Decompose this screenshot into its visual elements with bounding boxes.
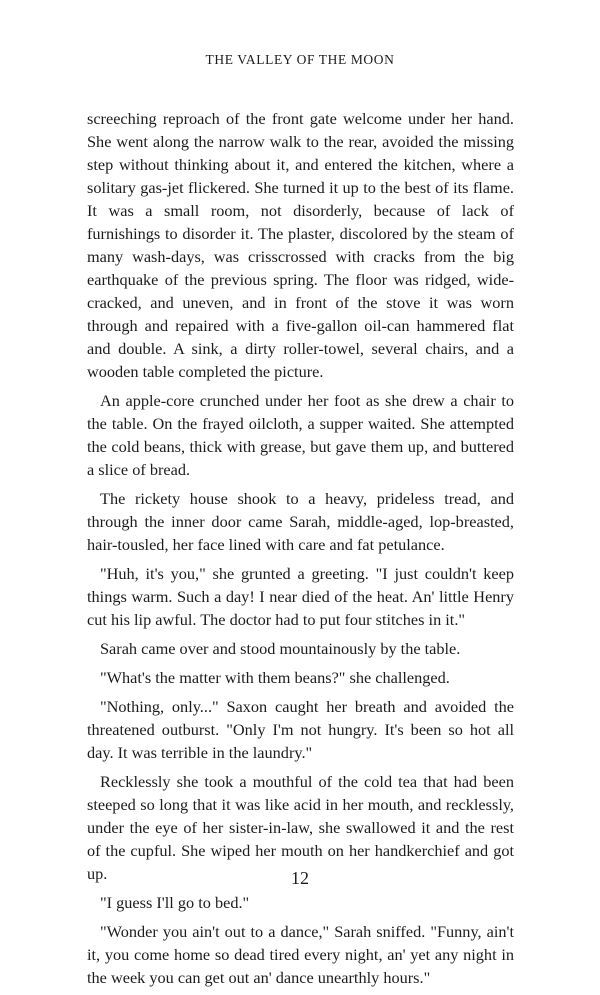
paragraph: An apple-core crunched under her foot as she drew a chair to the table. On the frayed oilcloth, a supper waited. She attempted the cold beans, thick with grease, but gave them up, and buttered a slice of bread. bbox=[87, 391, 514, 479]
running-head: THE VALLEY OF THE MOON bbox=[205, 52, 395, 67]
paragraph: "Wonder you ain't out to a dance," Sarah sniffed. "Funny, ain't it, you come home so dead tired every night, an' yet any night in the week you can get out an' dance unearthly hours." bbox=[87, 922, 514, 987]
body-text bbox=[87, 107, 514, 995]
paragraph: Sarah came over and stood mountainously by the table. bbox=[100, 639, 461, 658]
paragraph: "I guess I'll go to bed." bbox=[100, 893, 250, 912]
paragraph: "What's the matter with them beans?" she challenged. bbox=[100, 668, 450, 687]
paragraph: "Huh, it's you," she grunted a greeting. "I just couldn't keep things warm. Such a day! I near died of the heat. An' little Henry cut his lip awful. The doctor had to put four stitches in it." bbox=[87, 564, 514, 629]
paragraph: Recklessly she took a mouthful of the cold tea that had been steeped so long that it was like acid in her mouth, and recklessly, under the eye of her sister-in-law, she swallowed it and the rest of the cupful. She wiped her mouth on her handkerchief and got up. bbox=[87, 772, 514, 883]
page-number: 12 bbox=[291, 868, 309, 888]
paragraph: The rickety house shook to a heavy, prideless tread, and through the inner door came Sarah, middle-aged, lop-breasted, hair-tousled, her face lined with care and fat petulance. bbox=[87, 489, 514, 554]
paragraph: screeching reproach of the front gate welcome under her hand. She went along the narrow walk to the rear, avoided the missing step without thinking about it, and entered the kitchen, where a solitary gas-jet flickered. She turned it up to the best of its flame. It was a small room, not disorderly, because of lack of furnishings to disorder it. The plaster, discolored by the steam of many wash-days, was crisscrossed with cracks from the big earthquake of the previous spring. The floor was ridged, wide-cracked, and uneven, and in front of the stove it was worn through and repaired with a five-gallon oil-can hammered flat and double. A sink, a dirty roller-towel, several chairs, and a wooden table completed the picture. bbox=[87, 109, 514, 381]
paragraph: "Nothing, only..." Saxon caught her breath and avoided the threatened outburst. "Only I'm not hungry. It's been so hot all day. It was terrible in the laundry." bbox=[87, 697, 514, 762]
